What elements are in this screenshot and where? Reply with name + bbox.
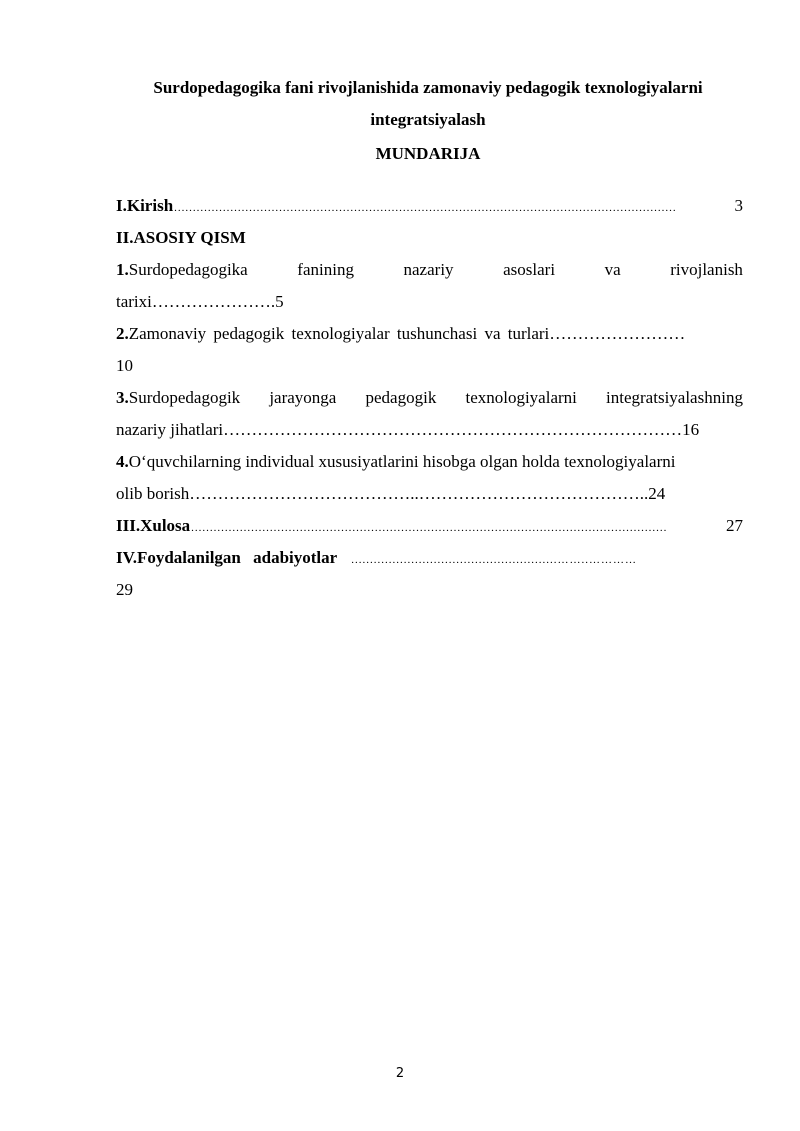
toc-entry-adabiyotlar[interactable] [116,542,743,574]
toc-text: O‘quvchilarning individual xususiyatlarini hisobga olgan holda texnologiyalarni [128,452,676,471]
toc-leader: .......................................................……..………… [351,554,637,566]
toc-word: Surdopedagogika [128,260,248,279]
toc-entry-asosiy[interactable] [116,222,743,254]
toc-entry-3-cont[interactable] [116,414,743,446]
toc-text: nazariy jihatlari………………………………………………………………………16 [116,420,700,439]
toc-word: rivojlanish [670,260,743,279]
toc-num: 4. [116,452,129,471]
toc-word: pedagogik [365,388,437,407]
toc-entry-4[interactable] [116,446,743,478]
toc-heading: MUNDARIJA [375,144,481,163]
toc-num: 2. [116,324,129,343]
toc-word: va [604,260,621,279]
toc-page: 10 [116,356,133,375]
toc-text: olib borish…………………………………..…………………………………..24 [116,484,666,503]
toc-text: tarixi………………….5 [116,292,284,311]
toc-entry-1-cont[interactable] [116,286,743,318]
toc-entry-2[interactable] [116,318,743,350]
toc-entry-xulosa[interactable] [116,510,743,542]
toc-label: I.Kirish [116,196,174,215]
toc-page: 3 [734,196,743,215]
toc-page: 27 [726,516,743,535]
toc-entry-3[interactable] [116,382,743,414]
document-title-line1: Surdopedagogika fani rivojlanishida zamonaviy pedagogik texnologiyalarni [153,78,703,97]
toc-word: integratsiyalashning [606,388,743,407]
document-title-line2: integratsiyalash [370,110,486,129]
toc-word: nazariy [403,260,454,279]
toc-page: 29 [116,580,133,599]
page-number: 2 [395,1066,405,1081]
toc-num: 3. [116,388,129,407]
toc-entry-4-cont[interactable] [116,478,743,510]
toc-text: Zamonaviy pedagogik texnologiyalar tushunchasi va turlari…………………… [128,324,686,343]
toc-leader: ............................................................................................................................... [191,522,668,534]
toc-entry-1[interactable] [116,254,743,286]
toc-word: fanining [297,260,354,279]
toc-word: jarayonga [269,388,337,407]
toc-entry-kirish[interactable] [116,190,743,222]
toc-label: II.ASOSIY QISM [116,228,246,247]
toc-word: Surdopedagogik [128,388,241,407]
toc-word: asoslari [503,260,556,279]
toc-label: IV.Foydalanilgan adabiyotlar [116,548,338,567]
table-of-contents [116,190,743,606]
toc-leader: ...................................................................................................................................... [174,202,677,214]
toc-word: texnologiyalarni [465,388,577,407]
toc-num: 1. [116,260,129,279]
toc-entry-adabiyotlar-page[interactable] [116,574,743,606]
toc-entry-2-page[interactable] [116,350,743,382]
toc-label: III.Xulosa [116,516,191,535]
